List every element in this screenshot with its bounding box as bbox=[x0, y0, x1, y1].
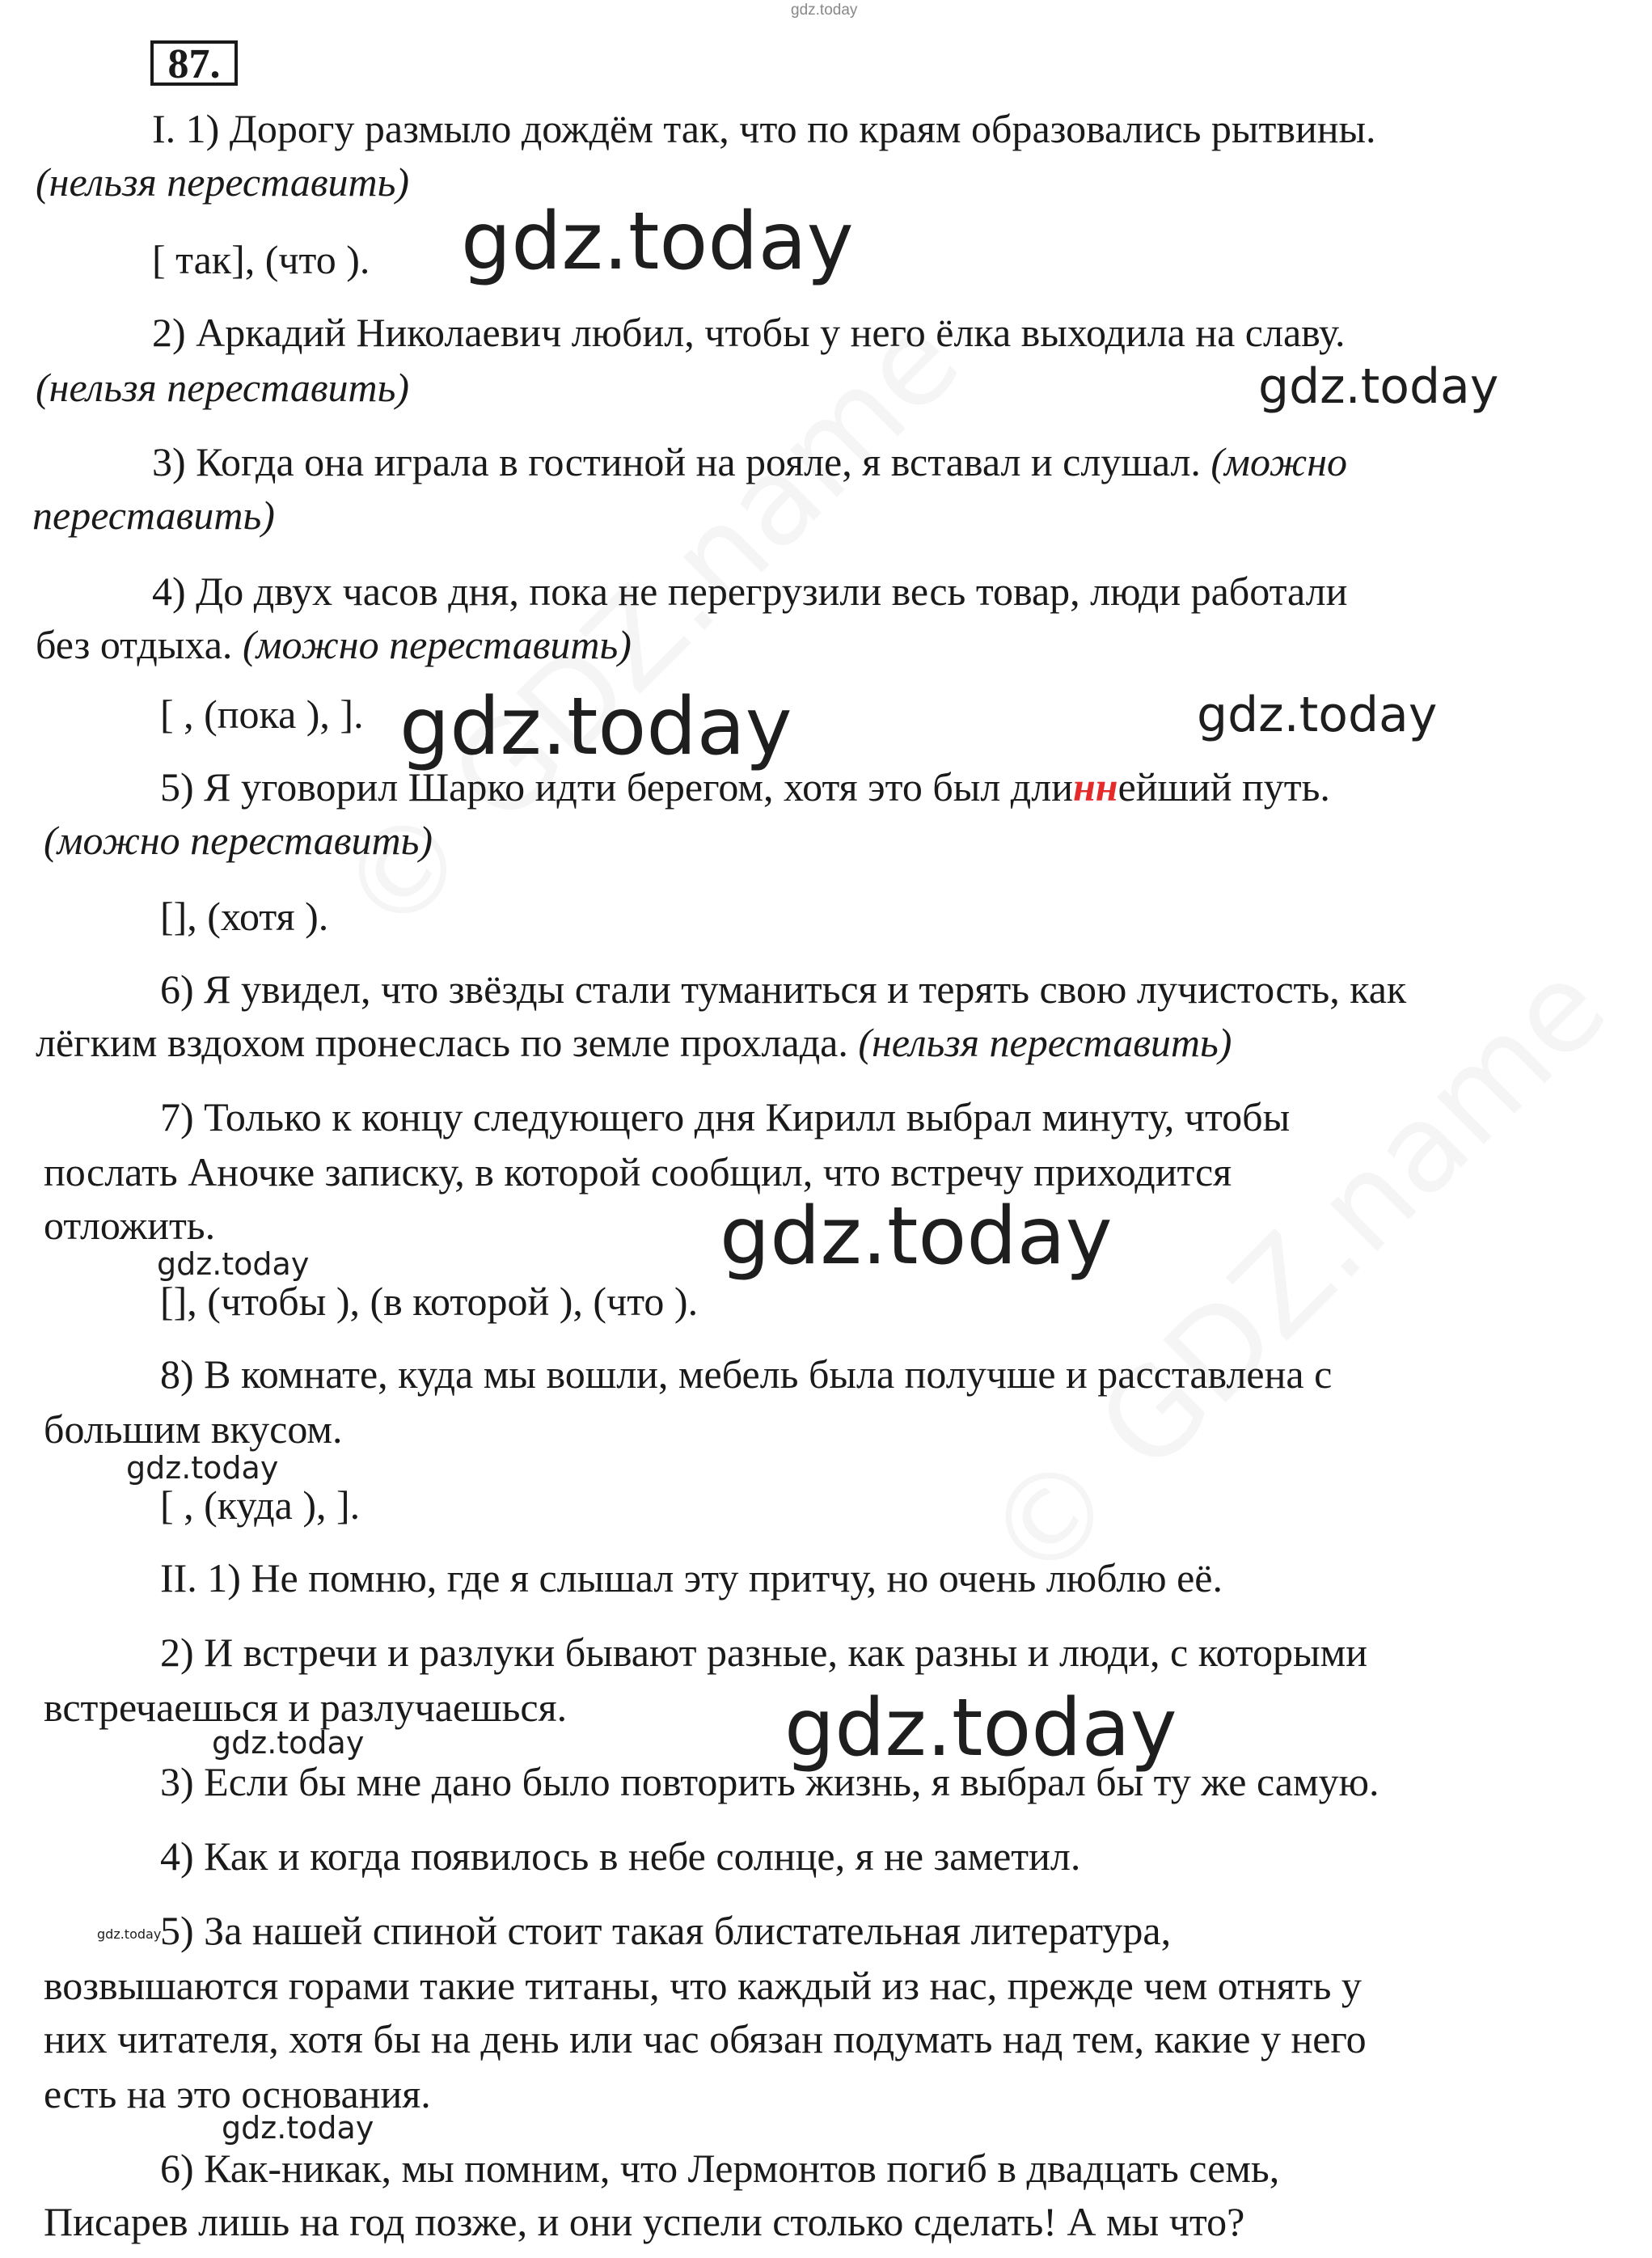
text-line: 7) Только к концу следующего дня Кирилл выбрал минуту, чтобы bbox=[160, 1094, 1291, 1140]
text-line: I. 1) Дорогу размыло дождём так, что по краям образовались рытвины. bbox=[152, 106, 1376, 151]
sentence-text: лёгким вздохом пронеслась по земле прохлада. bbox=[36, 1020, 848, 1065]
exercise-number: 87. bbox=[150, 40, 238, 86]
text-line: большим вкусом. bbox=[44, 1406, 343, 1452]
watermark: gdz.today bbox=[97, 1926, 162, 1942]
text-line: них читателя, хотя бы на день или час обязан подумать над тем, какие у него bbox=[44, 2016, 1367, 2061]
text-line: возвышаются горами такие титаны, что каждый из нас, прежде чем отнять у bbox=[44, 1963, 1362, 2008]
note: (можно переставить) bbox=[242, 622, 632, 667]
header-watermark: gdz.today bbox=[791, 2, 858, 19]
text-line: 2) Аркадий Николаевич любил, чтобы у него ёлка выходила на славу. bbox=[152, 310, 1346, 355]
text-line: 2) И встречи и разлуки бывают разные, как разны и люди, с которыми bbox=[160, 1630, 1367, 1675]
note: (можно bbox=[1210, 439, 1348, 484]
watermark: gdz.today bbox=[784, 1682, 1177, 1774]
note: (нельзя переставить) bbox=[36, 365, 410, 410]
watermark: gdz.today bbox=[1258, 358, 1499, 415]
watermark: gdz.today bbox=[212, 1725, 365, 1761]
watermark: gdz.today bbox=[222, 2110, 374, 2146]
watermark: gdz.today bbox=[461, 196, 854, 288]
watermark: gdz.today bbox=[720, 1190, 1113, 1283]
text-line: 6) Я увидел, что звёзды стали туманиться и терять свою лучистость, как bbox=[160, 966, 1407, 1012]
scheme: [ , (пока ), ]. bbox=[160, 691, 364, 737]
text-line: 6) Как-никак, мы помним, что Лермонтов погиб в двадцать семь, bbox=[160, 2146, 1280, 2191]
sentence-text: без отдыха. bbox=[36, 622, 233, 667]
note: (можно переставить) bbox=[44, 818, 433, 863]
scheme: [], (чтобы ), (в которой ), (что ). bbox=[160, 1279, 699, 1324]
text-line: послать Аночке записку, в которой сообщил, что встречу приходится bbox=[44, 1149, 1232, 1195]
sentence-text: 5) Я уговорил Шарко идти берегом, хотя это был дли bbox=[160, 764, 1073, 810]
watermark: gdz.today bbox=[1197, 687, 1438, 743]
scheme: [], (хотя ). bbox=[160, 894, 329, 939]
watermark: gdz.today bbox=[399, 681, 792, 773]
sentence-text: 3) Когда она играла в гостиной на рояле, я вставал и слушал. bbox=[152, 439, 1201, 484]
watermark: gdz.today bbox=[157, 1246, 310, 1282]
text-line: есть на это основания. bbox=[44, 2071, 431, 2116]
text-line: 4) До двух часов дня, пока не перегрузили весь товар, люди работали bbox=[152, 569, 1348, 614]
text-line: 3) Если бы мне дано было повторить жизнь, я выбрал бы ту же самую. bbox=[160, 1759, 1379, 1804]
scheme: [ так], (что ). bbox=[152, 237, 370, 282]
text-line: встречаешься и разлучаешься. bbox=[44, 1685, 568, 1730]
note: (нельзя переставить) bbox=[36, 159, 410, 205]
text-line bbox=[152, 439, 1348, 484]
note: переставить) bbox=[32, 493, 275, 538]
text-line bbox=[36, 624, 632, 665]
highlighted-letters: нн bbox=[1072, 764, 1118, 810]
sentence-text: ейший путь. bbox=[1118, 764, 1330, 810]
note: (нельзя переставить) bbox=[858, 1020, 1232, 1065]
text-line: отложить. bbox=[44, 1203, 216, 1248]
text-line: Писарев лишь на год позже, и они успели столько сделать! А мы что? bbox=[44, 2199, 1245, 2244]
scheme: [ , (куда ), ]. bbox=[160, 1482, 361, 1528]
watermark: gdz.today bbox=[126, 1450, 279, 1486]
text-line bbox=[36, 1022, 1232, 1063]
text-line: II. 1) Не помню, где я слышал эту притчу, но очень люблю её. bbox=[160, 1555, 1223, 1600]
text-line: 5) За нашей спиной стоит такая блистательная литература, bbox=[160, 1908, 1172, 1953]
text-line: 8) В комнате, куда мы вошли, мебель была получше и расставлена с bbox=[160, 1351, 1333, 1397]
text-line: 4) Как и когда появилось в небе солнце, я не заметил. bbox=[160, 1833, 1081, 1879]
